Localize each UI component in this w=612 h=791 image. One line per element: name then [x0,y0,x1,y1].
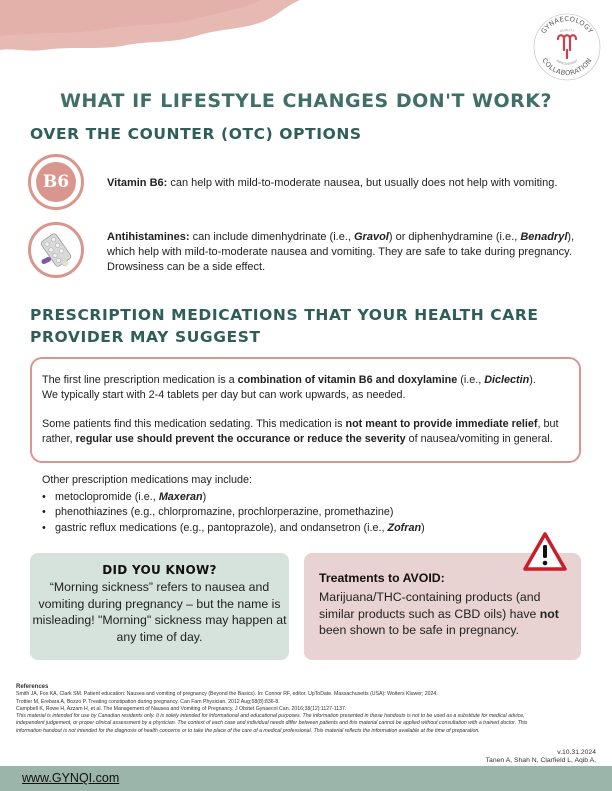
other-medications [42,473,425,536]
first-line-medication-box [30,357,581,463]
vitamin-b6-text: can help with mild-to-moderate nausea, but usually does not help with vomiting. [167,177,558,189]
logo-org-bottom: COLLABORATION [540,56,594,78]
references [16,684,536,735]
antihistamines-text-3: ), which help with mild-to-moderate nausea and vomiting. They are safe to take during pregnancy. Drowsiness can be a side effect. [107,231,575,273]
avoid-text-1: Marijuana/THC-containing products (and similar products such as CBD oils) have [319,590,541,621]
first-line-paragraph [42,373,567,403]
website-link[interactable]: www.GYNQI.com [22,771,120,785]
footer-bar [0,766,612,791]
disclaimer: This material is intended for use by Canadian residents only. It is solely intended for informational and educational purposes. The information presented in these handouts is not to be used as a substitute for medical advice, independent judgement, or proper clinical assessment by a physician. The context of each case and individual needs differ between patients and this material cannot be applied without consultation with a trained doctor. This information handout is not intended for the diagnosis of health concerns or to take the place of the care of a medical professional. This material reflects the information available at the time of preparation. [16,713,528,734]
avoid-title: Treatments to AVOID: [319,571,445,585]
logo-tag-top: QUALITY [559,27,575,34]
prescription-heading: PRESCRIPTION MEDICATIONS THAT YOUR HEALTH CARE PROVIDER MAY SUGGEST [30,306,539,346]
pill-blister-icon [28,222,84,278]
list-item: • phenothiazines (e.g., chlorpromazine, prochlorperazine, promethazine) [42,505,425,521]
reference-2: Trottier M, Erebara A, Bozzo P. Treating constipation during pregnancy. Can Fam Physician. 2012 Aug;58(8):836-8. [16,698,280,705]
authors: Tanen A, Shah N, Clarfield L, Aqib A, [485,757,596,765]
logo-org-top: GYNAECOLOGY [539,14,595,36]
version: v.10.31.2024 [557,749,596,756]
references-heading: References [16,684,49,690]
vitamin-b6-paragraph [107,176,587,191]
reference-3: Campbell K, Rowe H, Azzam H, et al. The Management of Nausea and Vomiting of Pregnancy. J Obstet Gynaecol Can. 2016;38(12):1127-1137. [16,705,347,712]
other3-close: ) [421,521,425,534]
other3-text: gastric reflux medications (e.g., pantoprazole), and ondansetron (i.e., [55,521,388,534]
other1-close: ) [202,490,207,503]
brand-zofran: Zofran [387,521,422,534]
did-you-know-title: DID YOU KNOW? [102,563,217,577]
rx-p1-text-2: (i.e., [457,374,485,386]
brand-maxeran: Maxeran [158,490,203,503]
warning-icon [522,531,568,573]
otc-heading: OVER THE COUNTER (OTC) OPTIONS [30,125,362,143]
vitamin-b6-label: Vitamin B6: [107,177,168,189]
rx-p1-text-1: The first line prescription medication is a [42,374,238,386]
vitamin-b6-icon [28,154,84,210]
did-you-know-body: “Morning sickness” refers to nausea and vomiting during pregnancy – but the name is misleading! "Morning" sickness may happen at any time of day. [32,580,287,644]
avoid-text-2: been shown to be safe in pregnancy. [319,623,520,637]
reference-1: Smith JA, Fox KA, Clark SM. Patient education: Nausea and vomiting of pregnancy (Beyond the Basics). In: Connor RF, editor. UpToDate. Massachusetts (USA): Wolters Kluwer; 2024. [16,691,438,698]
rx-p1-dosage: We typically start with 2-4 tablets per day but can work upwards, as needed. [42,389,406,401]
rx-p1-bold: combination of vitamin B6 and doxylamine [237,374,458,386]
antihistamines-text-2: ) or diphenhydramine (i.e., [388,231,521,243]
logo-tag-bottom: IMPROVEMENT [555,58,579,67]
brand-benadryl: Benadryl [520,231,568,243]
rx-p2-bold-1: not meant to provide immediate relief [345,418,538,430]
rx-p2-text-1: Some patients find this medication sedating. This medication is [42,418,346,430]
brand-gravol: Gravol [354,231,389,243]
other-medications-list [42,490,425,537]
rx-p2-text-3: of nausea/vomiting in general. [405,433,553,445]
avoid-body [319,589,567,639]
list-item [42,521,425,537]
gynaecology-collaboration-logo [532,12,602,82]
decorative-brush-stroke [0,0,300,52]
rx-p1-text-3: ). [529,374,536,386]
antihistamines-text-1: can include dimenhydrinate (i.e., [189,231,354,243]
sedating-paragraph [42,417,567,447]
brand-diclectin: Diclectin [484,374,530,386]
pills-icon [35,229,77,271]
avoid-bold-not: not [539,606,559,621]
antihistamines-label: Antihistamines: [107,231,190,243]
list-item [42,490,425,506]
b6-icon-label: B6 [36,162,76,202]
other-medications-intro: Other prescription medications may include: [42,474,253,486]
rx-p2-bold-2: regular use should prevent the occurance or reduce the severity [75,433,406,445]
did-you-know-box [30,553,289,660]
antihistamines-paragraph [107,230,587,275]
other1-text: metoclopromide (i.e., [55,490,159,503]
rx-p2-text-2: , but rather, [42,418,559,445]
page-title: WHAT IF LIFESTYLE CHANGES DON'T WORK? [59,90,553,112]
